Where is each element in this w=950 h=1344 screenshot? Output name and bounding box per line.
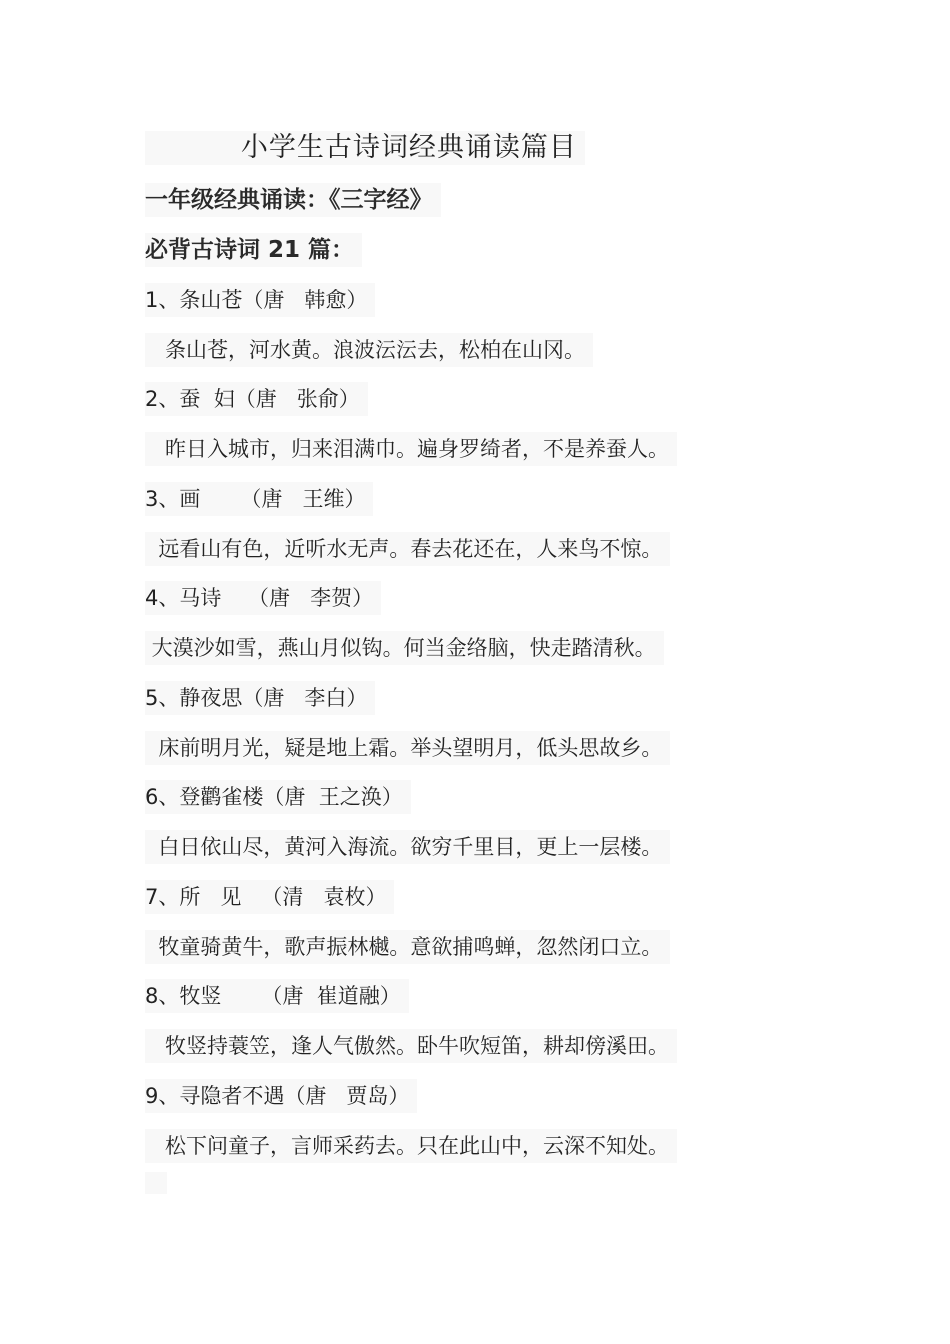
poem-text: 条山苍，河水黄。浪波沄沄去，松柏在山冈。: [145, 333, 593, 367]
poem-text: 远看山有色，近听水无声。春去花还在，人来鸟不惊。: [145, 532, 670, 566]
poem-title: 6、登鹳雀楼（唐 王之涣）: [145, 780, 411, 814]
empty-line-highlight: [145, 1172, 167, 1194]
poem-text: 牧童骑黄牛，歌声振林樾。意欲捕鸣蝉，忽然闭口立。: [145, 930, 670, 964]
poem-title: 1、条山苍（唐 韩愈）: [145, 283, 375, 317]
poem-title: 3、画 （唐 王维）: [145, 482, 373, 516]
poem-text: 白日依山尽，黄河入海流。欲穷千里目，更上一层楼。: [145, 830, 670, 864]
poem-text: 大漠沙如雪，燕山月似钩。何当金络脑，快走踏清秋。: [145, 631, 664, 665]
poem-text: 床前明月光，疑是地上霜。举头望明月，低头思故乡。: [145, 731, 670, 765]
poem-title: 2、蚕 妇（唐 张俞）: [145, 382, 368, 416]
poem-text: 昨日入城市，归来泪满巾。遍身罗绮者，不是养蚕人。: [145, 432, 677, 466]
poem-text: 牧竖持蓑笠，逢人气傲然。卧牛吹短笛，耕却傍溪田。: [145, 1029, 677, 1063]
poem-title: 9、寻隐者不遇（唐 贾岛）: [145, 1079, 417, 1113]
poem-title: 4、马诗 （唐 李贺）: [145, 581, 381, 615]
poem-count-heading: 必背古诗词 21 篇：: [145, 233, 362, 267]
page-title: 小学生古诗词经典诵读篇目: [145, 131, 585, 165]
poem-text: 松下问童子，言师采药去。只在此山中，云深不知处。: [145, 1129, 677, 1163]
poem-title: 5、静夜思（唐 李白）: [145, 681, 375, 715]
poem-title: 7、所 见 （清 袁枚）: [145, 880, 394, 914]
poem-title: 8、牧竖 （唐 崔道融）: [145, 979, 409, 1013]
grade-heading: 一年级经典诵读：《三字经》: [145, 183, 441, 217]
